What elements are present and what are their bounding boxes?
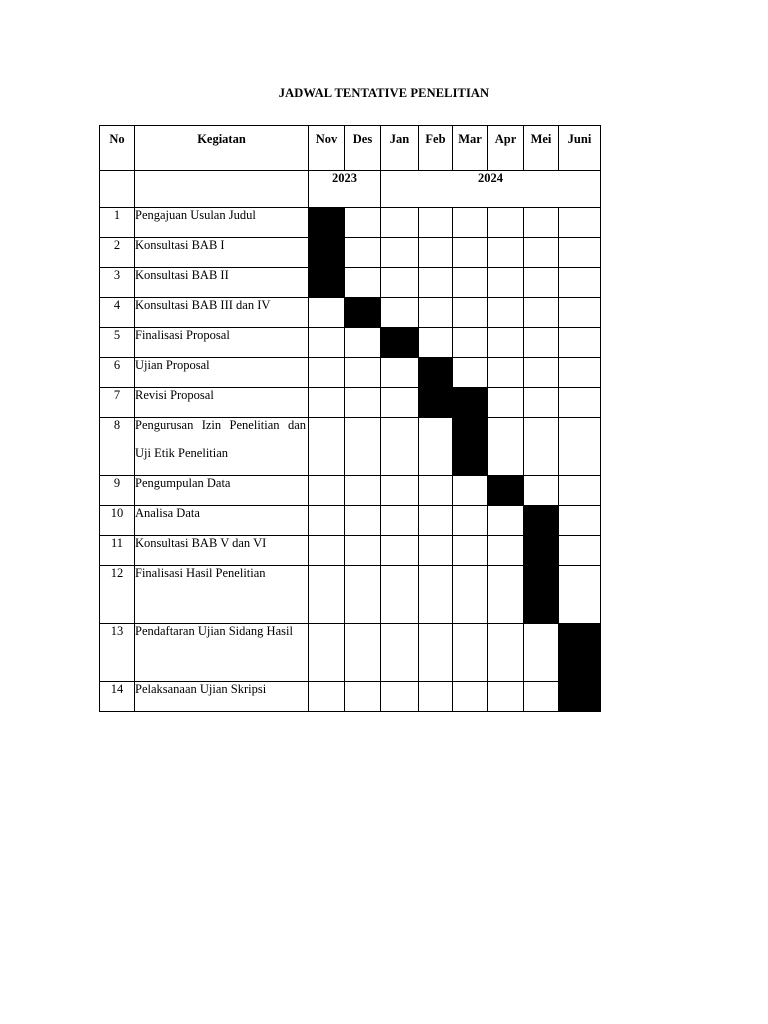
schedule-cell-empty xyxy=(488,506,524,536)
schedule-cell-empty xyxy=(381,388,419,418)
schedule-cell-empty xyxy=(419,298,453,328)
column-header-month: Des xyxy=(345,126,381,171)
schedule-cell-empty xyxy=(345,476,381,506)
activity-cell xyxy=(135,624,309,682)
activity-name: Konsultasi BAB V dan VI xyxy=(135,536,267,550)
row-number xyxy=(100,566,135,624)
row-number-text: 12 xyxy=(110,566,124,580)
schedule-cell-empty xyxy=(419,506,453,536)
schedule-cell-empty xyxy=(309,566,345,624)
schedule-cell-empty xyxy=(309,388,345,418)
table-row xyxy=(100,566,601,624)
activity-name: Pengajuan Usulan Judul xyxy=(135,208,256,222)
schedule-cell-empty xyxy=(345,238,381,268)
schedule-cell-empty xyxy=(453,476,488,506)
schedule-cell-empty xyxy=(419,238,453,268)
schedule-cell-empty xyxy=(524,328,559,358)
schedule-cell-empty xyxy=(559,268,601,298)
row-number xyxy=(100,268,135,298)
schedule-cell-empty xyxy=(559,298,601,328)
schedule-cell-empty xyxy=(453,536,488,566)
schedule-cell-empty xyxy=(453,682,488,712)
header-row xyxy=(100,126,601,171)
schedule-cell-empty xyxy=(309,358,345,388)
row-number-text: 13 xyxy=(110,624,124,638)
schedule-cell-empty xyxy=(345,566,381,624)
schedule-cell-filled xyxy=(453,388,488,418)
schedule-cell-empty xyxy=(488,682,524,712)
schedule-cell-empty xyxy=(453,506,488,536)
schedule-cell-empty xyxy=(559,418,601,476)
schedule-cell-empty xyxy=(453,208,488,238)
column-header-month: Feb xyxy=(419,126,453,171)
schedule-cell-empty xyxy=(419,208,453,238)
schedule-cell-empty xyxy=(453,298,488,328)
schedule-cell-empty xyxy=(488,418,524,476)
schedule-cell-empty xyxy=(381,624,419,682)
schedule-cell-empty xyxy=(381,418,419,476)
schedule-cell-empty xyxy=(419,418,453,476)
activity-name: Konsultasi BAB I xyxy=(135,238,225,252)
schedule-cell-empty xyxy=(381,506,419,536)
schedule-table xyxy=(99,125,601,712)
activity-cell xyxy=(135,418,309,476)
year-2023-label: 2023 xyxy=(309,171,381,208)
schedule-cell-empty xyxy=(345,536,381,566)
schedule-cell-empty xyxy=(345,328,381,358)
schedule-cell-empty xyxy=(419,624,453,682)
schedule-cell-empty xyxy=(309,328,345,358)
schedule-cell-empty xyxy=(419,566,453,624)
schedule-cell-empty xyxy=(309,298,345,328)
page-title: JADWAL TENTATIVE PENELITIAN xyxy=(278,86,490,100)
row-number-text: 8 xyxy=(113,418,121,432)
schedule-cell-empty xyxy=(309,624,345,682)
row-number xyxy=(100,418,135,476)
table-row xyxy=(100,418,601,476)
schedule-cell-empty xyxy=(524,624,559,682)
activity-name: Finalisasi Proposal xyxy=(135,328,230,342)
schedule-cell-empty xyxy=(419,682,453,712)
schedule-cell-empty xyxy=(559,208,601,238)
schedule-cell-empty xyxy=(524,238,559,268)
schedule-cell-empty xyxy=(453,624,488,682)
schedule-cell-empty xyxy=(488,536,524,566)
column-header-month: Nov xyxy=(309,126,345,171)
schedule-cell-empty xyxy=(559,388,601,418)
schedule-cell-empty xyxy=(488,238,524,268)
schedule-cell-empty xyxy=(309,682,345,712)
table-row xyxy=(100,624,601,682)
row-number-text: 11 xyxy=(110,536,124,550)
row-number-text: 7 xyxy=(113,388,121,402)
schedule-cell-filled xyxy=(559,682,601,712)
schedule-cell-empty xyxy=(419,328,453,358)
activity-name: Konsultasi BAB III dan IV xyxy=(135,298,271,312)
schedule-cell-filled xyxy=(419,388,453,418)
schedule-cell-empty xyxy=(345,388,381,418)
schedule-cell-empty xyxy=(309,418,345,476)
schedule-cell-filled xyxy=(524,536,559,566)
column-header-no: No xyxy=(100,126,135,171)
row-number xyxy=(100,506,135,536)
schedule-cell-empty xyxy=(453,238,488,268)
schedule-cell-empty xyxy=(309,506,345,536)
column-header-month: Mei xyxy=(524,126,559,171)
schedule-cell-empty xyxy=(381,298,419,328)
table-row xyxy=(100,682,601,712)
schedule-cell-filled xyxy=(309,268,345,298)
schedule-cell-empty xyxy=(488,624,524,682)
schedule-cell-empty xyxy=(453,566,488,624)
row-number-text: 14 xyxy=(110,682,124,696)
activity-cell xyxy=(135,566,309,624)
schedule-cell-empty xyxy=(524,208,559,238)
row-number xyxy=(100,476,135,506)
schedule-cell-empty xyxy=(345,624,381,682)
schedule-cell-empty xyxy=(524,268,559,298)
schedule-cell-empty xyxy=(309,476,345,506)
schedule-cell-empty xyxy=(345,418,381,476)
activity-name: Revisi Proposal xyxy=(135,388,214,402)
schedule-cell-empty xyxy=(559,566,601,624)
row-number-text: 4 xyxy=(113,298,121,312)
schedule-cell-empty xyxy=(488,208,524,238)
schedule-cell-empty xyxy=(381,566,419,624)
schedule-cell-empty xyxy=(309,536,345,566)
schedule-cell-filled xyxy=(309,208,345,238)
row-number-text: 2 xyxy=(113,238,121,252)
schedule-cell-empty xyxy=(524,358,559,388)
row-number-text: 1 xyxy=(113,208,121,222)
column-header-activity: Kegiatan xyxy=(135,126,309,171)
schedule-cell-empty xyxy=(381,268,419,298)
schedule-cell-empty xyxy=(453,358,488,388)
schedule-cell-empty xyxy=(419,268,453,298)
activity-name: Pelaksanaan Ujian Skripsi xyxy=(135,682,267,696)
schedule-cell-empty xyxy=(381,358,419,388)
schedule-cell-empty xyxy=(559,238,601,268)
schedule-cell-empty xyxy=(453,328,488,358)
row-number xyxy=(100,682,135,712)
schedule-cell-empty xyxy=(488,388,524,418)
schedule-cell-empty xyxy=(381,208,419,238)
row-number xyxy=(100,536,135,566)
schedule-cell-empty xyxy=(488,358,524,388)
row-number xyxy=(100,298,135,328)
schedule-cell-empty xyxy=(524,388,559,418)
year-blank-no xyxy=(100,171,135,208)
schedule-cell-empty xyxy=(419,536,453,566)
schedule-cell-filled xyxy=(524,566,559,624)
row-number xyxy=(100,358,135,388)
schedule-cell-empty xyxy=(381,536,419,566)
schedule-cell-empty xyxy=(381,476,419,506)
activity-name: Ujian Proposal xyxy=(135,358,210,372)
column-header-month: Juni xyxy=(559,126,601,171)
schedule-cell-empty xyxy=(559,506,601,536)
schedule-cell-filled xyxy=(488,476,524,506)
schedule-cell-filled xyxy=(559,624,601,682)
schedule-cell-empty xyxy=(524,682,559,712)
schedule-cell-empty xyxy=(559,476,601,506)
row-number xyxy=(100,208,135,238)
schedule-cell-empty xyxy=(488,268,524,298)
schedule-cell-filled xyxy=(453,418,488,476)
column-header-month: Jan xyxy=(381,126,419,171)
schedule-cell-filled xyxy=(524,506,559,536)
activity-name: Konsultasi BAB II xyxy=(135,268,229,282)
schedule-cell-filled xyxy=(309,238,345,268)
row-number-text: 10 xyxy=(110,506,124,520)
schedule-cell-empty xyxy=(524,418,559,476)
row-number xyxy=(100,388,135,418)
activity-name: Pendaftaran Ujian Sidang Hasil xyxy=(135,624,293,638)
schedule-cell-empty xyxy=(345,268,381,298)
activity-cell xyxy=(135,682,309,712)
activity-name: Pengumpulan Data xyxy=(135,476,231,490)
schedule-cell-empty xyxy=(524,298,559,328)
schedule-cell-empty xyxy=(345,682,381,712)
schedule-cell-filled xyxy=(381,328,419,358)
column-header-month: Apr xyxy=(488,126,524,171)
row-number xyxy=(100,328,135,358)
schedule-cell-empty xyxy=(559,358,601,388)
schedule-cell-filled xyxy=(345,298,381,328)
row-number-text: 6 xyxy=(113,358,121,372)
schedule-cell-empty xyxy=(524,476,559,506)
schedule-cell-empty xyxy=(345,208,381,238)
activity-name: Analisa Data xyxy=(135,506,200,520)
schedule-cell-empty xyxy=(488,298,524,328)
schedule-cell-empty xyxy=(453,268,488,298)
schedule-cell-filled xyxy=(419,358,453,388)
column-header-month: Mar xyxy=(453,126,488,171)
row-number-text: 5 xyxy=(113,328,121,342)
row-number-text: 3 xyxy=(113,268,121,282)
schedule-cell-empty xyxy=(381,682,419,712)
schedule-cell-empty xyxy=(488,566,524,624)
year-2024-label: 2024 xyxy=(478,171,503,185)
row-number xyxy=(100,238,135,268)
schedule-cell-empty xyxy=(559,536,601,566)
year-2024-cell xyxy=(381,171,601,208)
schedule-cell-empty xyxy=(345,506,381,536)
schedule-cell-empty xyxy=(345,358,381,388)
schedule-cell-empty xyxy=(419,476,453,506)
activity-name: Pengurusan Izin Penelitian dan Uji Etik Penelitian xyxy=(135,418,306,460)
row-number-text: 9 xyxy=(113,476,121,490)
activity-name: Finalisasi Hasil Penelitian xyxy=(135,566,266,580)
schedule-cell-empty xyxy=(559,328,601,358)
row-number xyxy=(100,624,135,682)
schedule-cell-empty xyxy=(381,238,419,268)
schedule-cell-empty xyxy=(488,328,524,358)
